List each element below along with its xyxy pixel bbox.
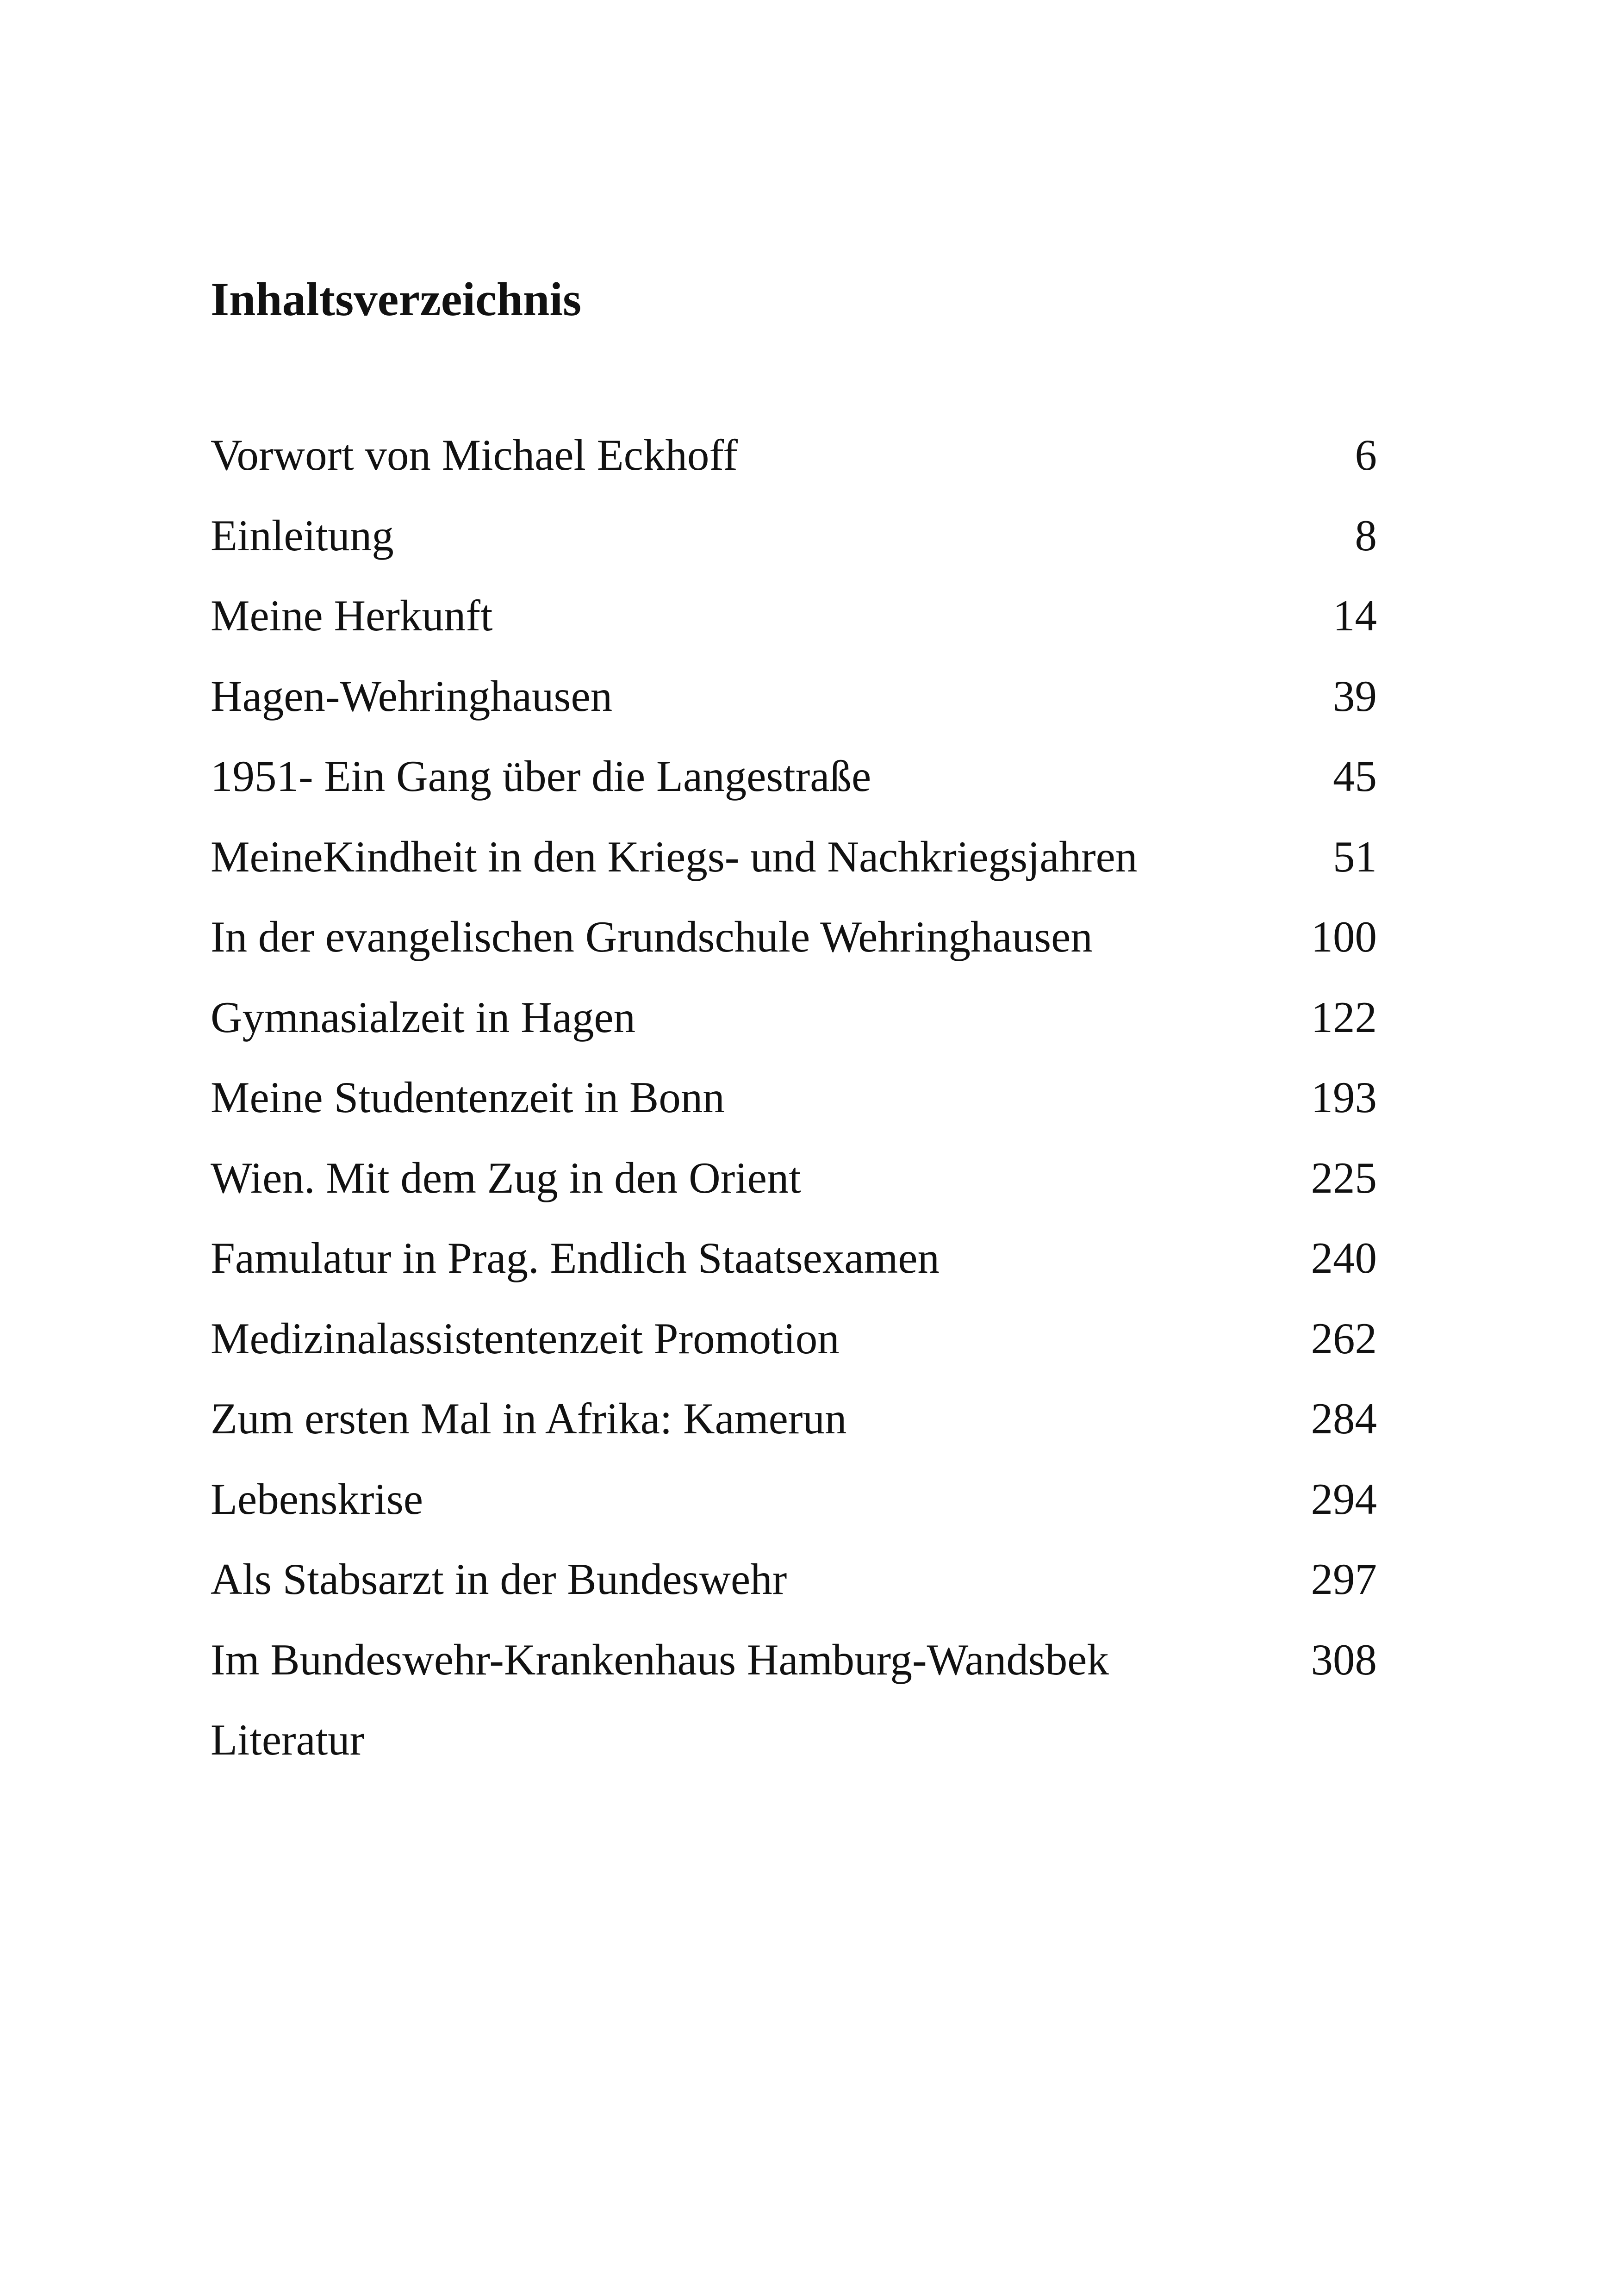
toc-entry-title: 1951- Ein Gang über die Langestraße	[211, 752, 871, 801]
toc-entry	[211, 1153, 1377, 1237]
toc-entry-page-number: 14	[1333, 591, 1377, 640]
toc-entry-title: In der evangelischen Grundschule Wehringhausen	[211, 912, 1093, 961]
toc-entry-page-number: 122	[1311, 992, 1377, 1042]
toc-entry	[211, 671, 1377, 755]
toc-entry-page-number: 39	[1333, 671, 1377, 721]
toc-entry-page-number: 284	[1311, 1394, 1377, 1443]
toc-entry	[211, 591, 1377, 674]
page-title: Inhaltsverzeichnis	[211, 273, 582, 326]
toc-entry-title: Zum ersten Mal in Afrika: Kamerun	[211, 1394, 847, 1443]
toc-entry-page-number: 8	[1355, 510, 1377, 560]
toc-entry-page-number: 100	[1311, 912, 1377, 961]
toc-entry	[211, 1715, 1377, 1798]
toc-entry-page-number: 262	[1311, 1313, 1377, 1363]
toc-entry-title: MeineKindheit in den Kriegs- und Nachkriegsjahren	[211, 832, 1138, 881]
toc-entry-page-number: 51	[1333, 832, 1377, 881]
toc-entry-title: Vorwort von Michael Eckhoff	[211, 430, 738, 479]
toc-entry-page-number: 225	[1311, 1153, 1377, 1202]
toc-entry	[211, 912, 1377, 996]
toc-entry-page-number: 297	[1311, 1555, 1377, 1604]
toc-entry-page-number: 294	[1311, 1474, 1377, 1524]
toc-entry	[211, 1073, 1377, 1156]
toc-entry-title: Meine Studentenzeit in Bonn	[211, 1073, 725, 1122]
toc-entry-title: Als Stabsarzt in der Bundeswehr	[211, 1555, 787, 1604]
toc-entry-page-number: 240	[1311, 1233, 1377, 1282]
toc-entry-title: Gymnasialzeit in Hagen	[211, 992, 636, 1042]
toc-entry-title: Wien. Mit dem Zug in den Orient	[211, 1153, 801, 1202]
toc-entry-title: Im Bundeswehr-Krankenhaus Hamburg-Wandsbek	[211, 1635, 1109, 1684]
toc-entry	[211, 1557, 1377, 1638]
toc-entry	[211, 1394, 1377, 1477]
toc-entry-title: Meine Herkunft	[211, 591, 493, 640]
toc-entry	[211, 832, 1377, 915]
toc-entry	[211, 1233, 1377, 1317]
toc-entry-page-number: 193	[1311, 1073, 1377, 1122]
toc-entry-title: Famulatur in Prag. Endlich Staatsexamen	[211, 1233, 940, 1282]
toc-entry	[211, 430, 1377, 514]
toc-entry	[211, 510, 1377, 594]
toc-entry-title: Lebenskrise	[211, 1474, 423, 1524]
toc-entry	[211, 1474, 1377, 1558]
toc-entry-title: Hagen-Wehringhausen	[211, 671, 613, 721]
toc-entry	[211, 754, 1377, 835]
toc-entry-page-number: 6	[1355, 430, 1377, 479]
toc-entry	[211, 992, 1377, 1076]
toc-entry-title: Medizinalassistentenzeit Promotion	[211, 1313, 840, 1363]
toc-entry	[211, 1635, 1377, 1718]
table-of-contents	[211, 430, 1377, 1798]
toc-entry-page-number: 308	[1311, 1635, 1377, 1684]
toc-entry-title: Einleitung	[211, 510, 394, 560]
toc-entry-page-number: 45	[1333, 752, 1377, 801]
toc-entry	[211, 1313, 1377, 1397]
toc-entry-title: Literatur	[211, 1715, 365, 1764]
